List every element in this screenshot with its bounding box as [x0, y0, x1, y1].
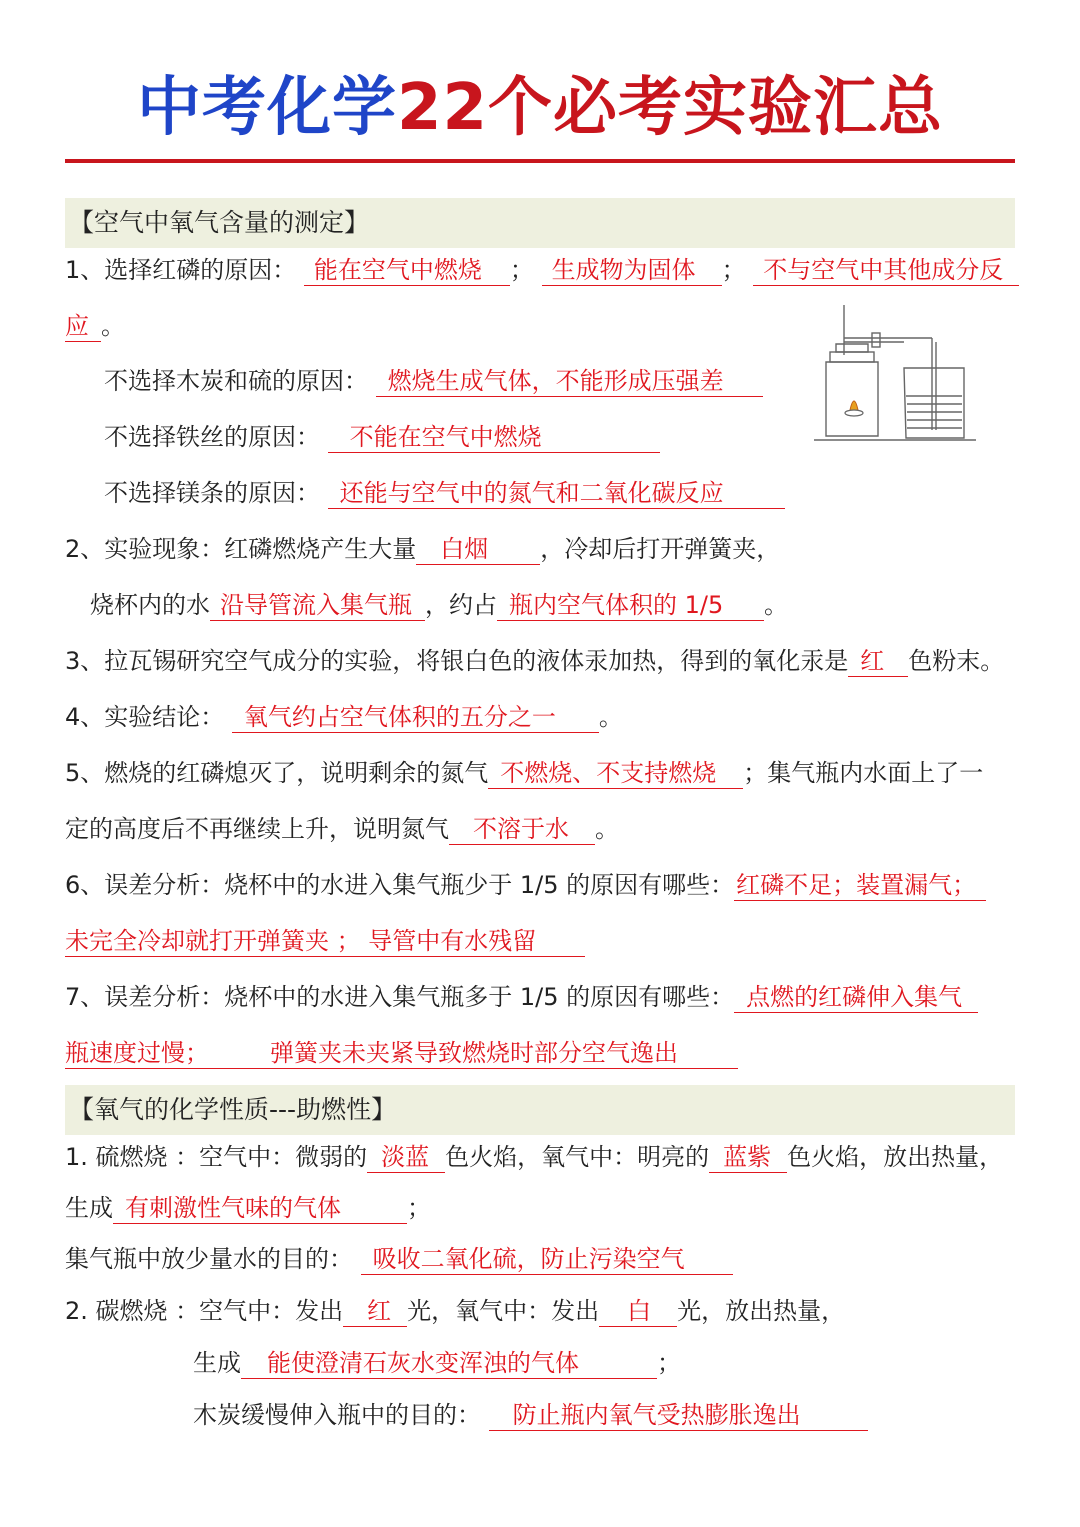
s1b-end: ； — [407, 1194, 431, 1222]
q1c-answer: 不能在空气中燃烧 — [328, 422, 660, 453]
q6-answer-1: 红磷不足；装置漏气； — [734, 870, 986, 901]
page-title — [0, 68, 1080, 148]
q1-sep-2: ； — [721, 256, 746, 284]
q1-answer-3: 不与空气中其他成分反 — [753, 255, 1019, 286]
q2-answer-3: 瓶内空气体积的 1/5 — [497, 590, 764, 621]
q4-prefix: 4、实验结论： — [65, 703, 225, 731]
s1c-prefix: 集气瓶中放少量水的目的： — [65, 1245, 353, 1273]
question-7 — [65, 979, 978, 1015]
s1b-prefix: 生成 — [65, 1194, 113, 1222]
q5-prefix: 5、燃烧的红磷熄灭了，说明剩余的氮气 — [65, 759, 489, 787]
question-1b — [104, 363, 763, 399]
q3-prefix: 3、拉瓦锡研究空气成分的实验，将银白色的液体汞加热，得到的氧化汞是 — [65, 647, 849, 675]
q4-end: 。 — [598, 703, 623, 731]
q3-end: 色粉末。 — [908, 647, 1005, 675]
q1-answer-2: 生成物为固体 — [542, 255, 722, 286]
q2-mid2: ，约占 — [425, 591, 497, 619]
carbon-line-2 — [193, 1345, 681, 1381]
title-part-blue: 中考化学 — [136, 71, 397, 145]
s1-mid: 色火焰，氧气中：明亮的 — [445, 1143, 710, 1171]
s2b-prefix: 生成 — [193, 1349, 241, 1377]
q3-answer: 红 — [848, 646, 908, 677]
question-4 — [65, 699, 623, 735]
q2-answer-1: 白烟 — [416, 534, 540, 565]
q1-prefix: 1、选择红磷的原因： — [65, 256, 297, 284]
s1-answer-3: 有刺激性气味的气体 — [113, 1193, 407, 1224]
s1-end: 色火焰，放出热量， — [787, 1143, 1004, 1171]
q1-answer-3-cont: 应 — [65, 311, 101, 342]
question-1-cont — [65, 308, 125, 344]
question-6b — [65, 923, 585, 959]
question-5b — [65, 811, 619, 847]
s2-answer-4: 防止瓶内氧气受热膨胀逸出 — [489, 1400, 868, 1431]
q2-answer-2: 沿导管流入集气瓶 — [210, 590, 425, 621]
q1b-prefix: 不选择木炭和硫的原因： — [104, 367, 368, 395]
question-1 — [65, 252, 1019, 288]
sulfur-line-1 — [65, 1139, 1003, 1175]
q5b-prefix: 定的高度后不再继续上升，说明氮气 — [65, 815, 449, 843]
q2b-prefix: 烧杯内的水 — [90, 591, 210, 619]
q1c-prefix: 不选择铁丝的原因： — [104, 423, 320, 451]
s2-prefix: 2. 碳燃烧 ：空气中：发出 — [65, 1297, 344, 1325]
s2-mid: 光，氧气中：发出 — [407, 1297, 600, 1325]
q6-prefix: 6、误差分析：烧杯中的水进入集气瓶少于 1/5 的原因有哪些： — [65, 871, 735, 899]
q7-prefix: 7、误差分析：烧杯中的水进入集气瓶多于 1/5 的原因有哪些： — [65, 983, 735, 1011]
s1-answer-2: 蓝紫 — [709, 1142, 787, 1173]
carbon-line-3 — [193, 1397, 868, 1433]
q1-sep-1: ； — [509, 256, 534, 284]
q1b-answer: 燃烧生成气体，不能形成压强差 — [376, 366, 763, 397]
q2-mid: ，冷却后打开弹簧夹， — [540, 535, 781, 563]
sulfur-line-2 — [65, 1190, 431, 1226]
q2-prefix: 2、实验现象：红磷燃烧产生大量 — [65, 535, 417, 563]
question-6 — [65, 867, 986, 903]
q7-answer-1: 点燃的红磷伸入集气 — [734, 982, 978, 1013]
question-2b — [90, 587, 788, 623]
carbon-line-1 — [65, 1293, 845, 1329]
question-7b — [65, 1035, 738, 1071]
s1-answer-1: 淡蓝 — [367, 1142, 445, 1173]
s1-prefix: 1. 硫燃烧 ：空气中：微弱的 — [65, 1143, 368, 1171]
title-part-red: 22个必考实验汇总 — [396, 71, 944, 145]
q6-answer-2: 未完全冷却就打开弹簧夹 ； 导管中有水残留 — [65, 926, 585, 957]
q1-answer-1: 能在空气中燃烧 — [304, 255, 510, 286]
q7-answer-2: 瓶速度过慢； 弹簧夹未夹紧导致燃烧时部分空气逸出 — [65, 1038, 738, 1069]
s2-answer-2: 白 — [599, 1296, 677, 1327]
section-heading-oxygen-combustion: 【氧气的化学性质---助燃性】 — [65, 1085, 1015, 1135]
question-3 — [65, 643, 1004, 679]
q1d-answer: 还能与空气中的氮气和二氧化碳反应 — [328, 478, 785, 509]
s2-answer-1: 红 — [343, 1296, 407, 1327]
q5-end: 。 — [595, 815, 619, 843]
s2c-prefix: 木炭缓慢伸入瓶中的目的： — [193, 1401, 481, 1429]
sulfur-line-3 — [65, 1241, 733, 1277]
apparatus-illustration — [814, 300, 976, 446]
q5-mid: ；集气瓶内水面上了一 — [743, 759, 984, 787]
question-2 — [65, 531, 780, 567]
q2-end: 。 — [764, 591, 788, 619]
q1-end: 。 — [101, 312, 125, 340]
q5-answer-2: 不溶于水 — [449, 814, 595, 845]
section-heading-oxygen-content: 【空气中氧气含量的测定】 — [65, 198, 1015, 248]
q5-answer-1: 不燃烧、不支持燃烧 — [488, 758, 743, 789]
s1-answer-4: 吸收二氧化硫，防止污染空气 — [361, 1244, 733, 1275]
question-1c — [104, 419, 660, 455]
q4-answer: 氧气约占空气体积的五分之一 — [232, 702, 599, 733]
title-divider — [65, 159, 1015, 163]
question-5 — [65, 755, 983, 791]
s2b-end: ； — [657, 1349, 681, 1377]
q1d-prefix: 不选择镁条的原因： — [104, 479, 320, 507]
s2-answer-3: 能使澄清石灰水变浑浊的气体 — [241, 1348, 657, 1379]
question-1d — [104, 475, 785, 511]
s2-end: 光，放出热量， — [677, 1297, 846, 1325]
